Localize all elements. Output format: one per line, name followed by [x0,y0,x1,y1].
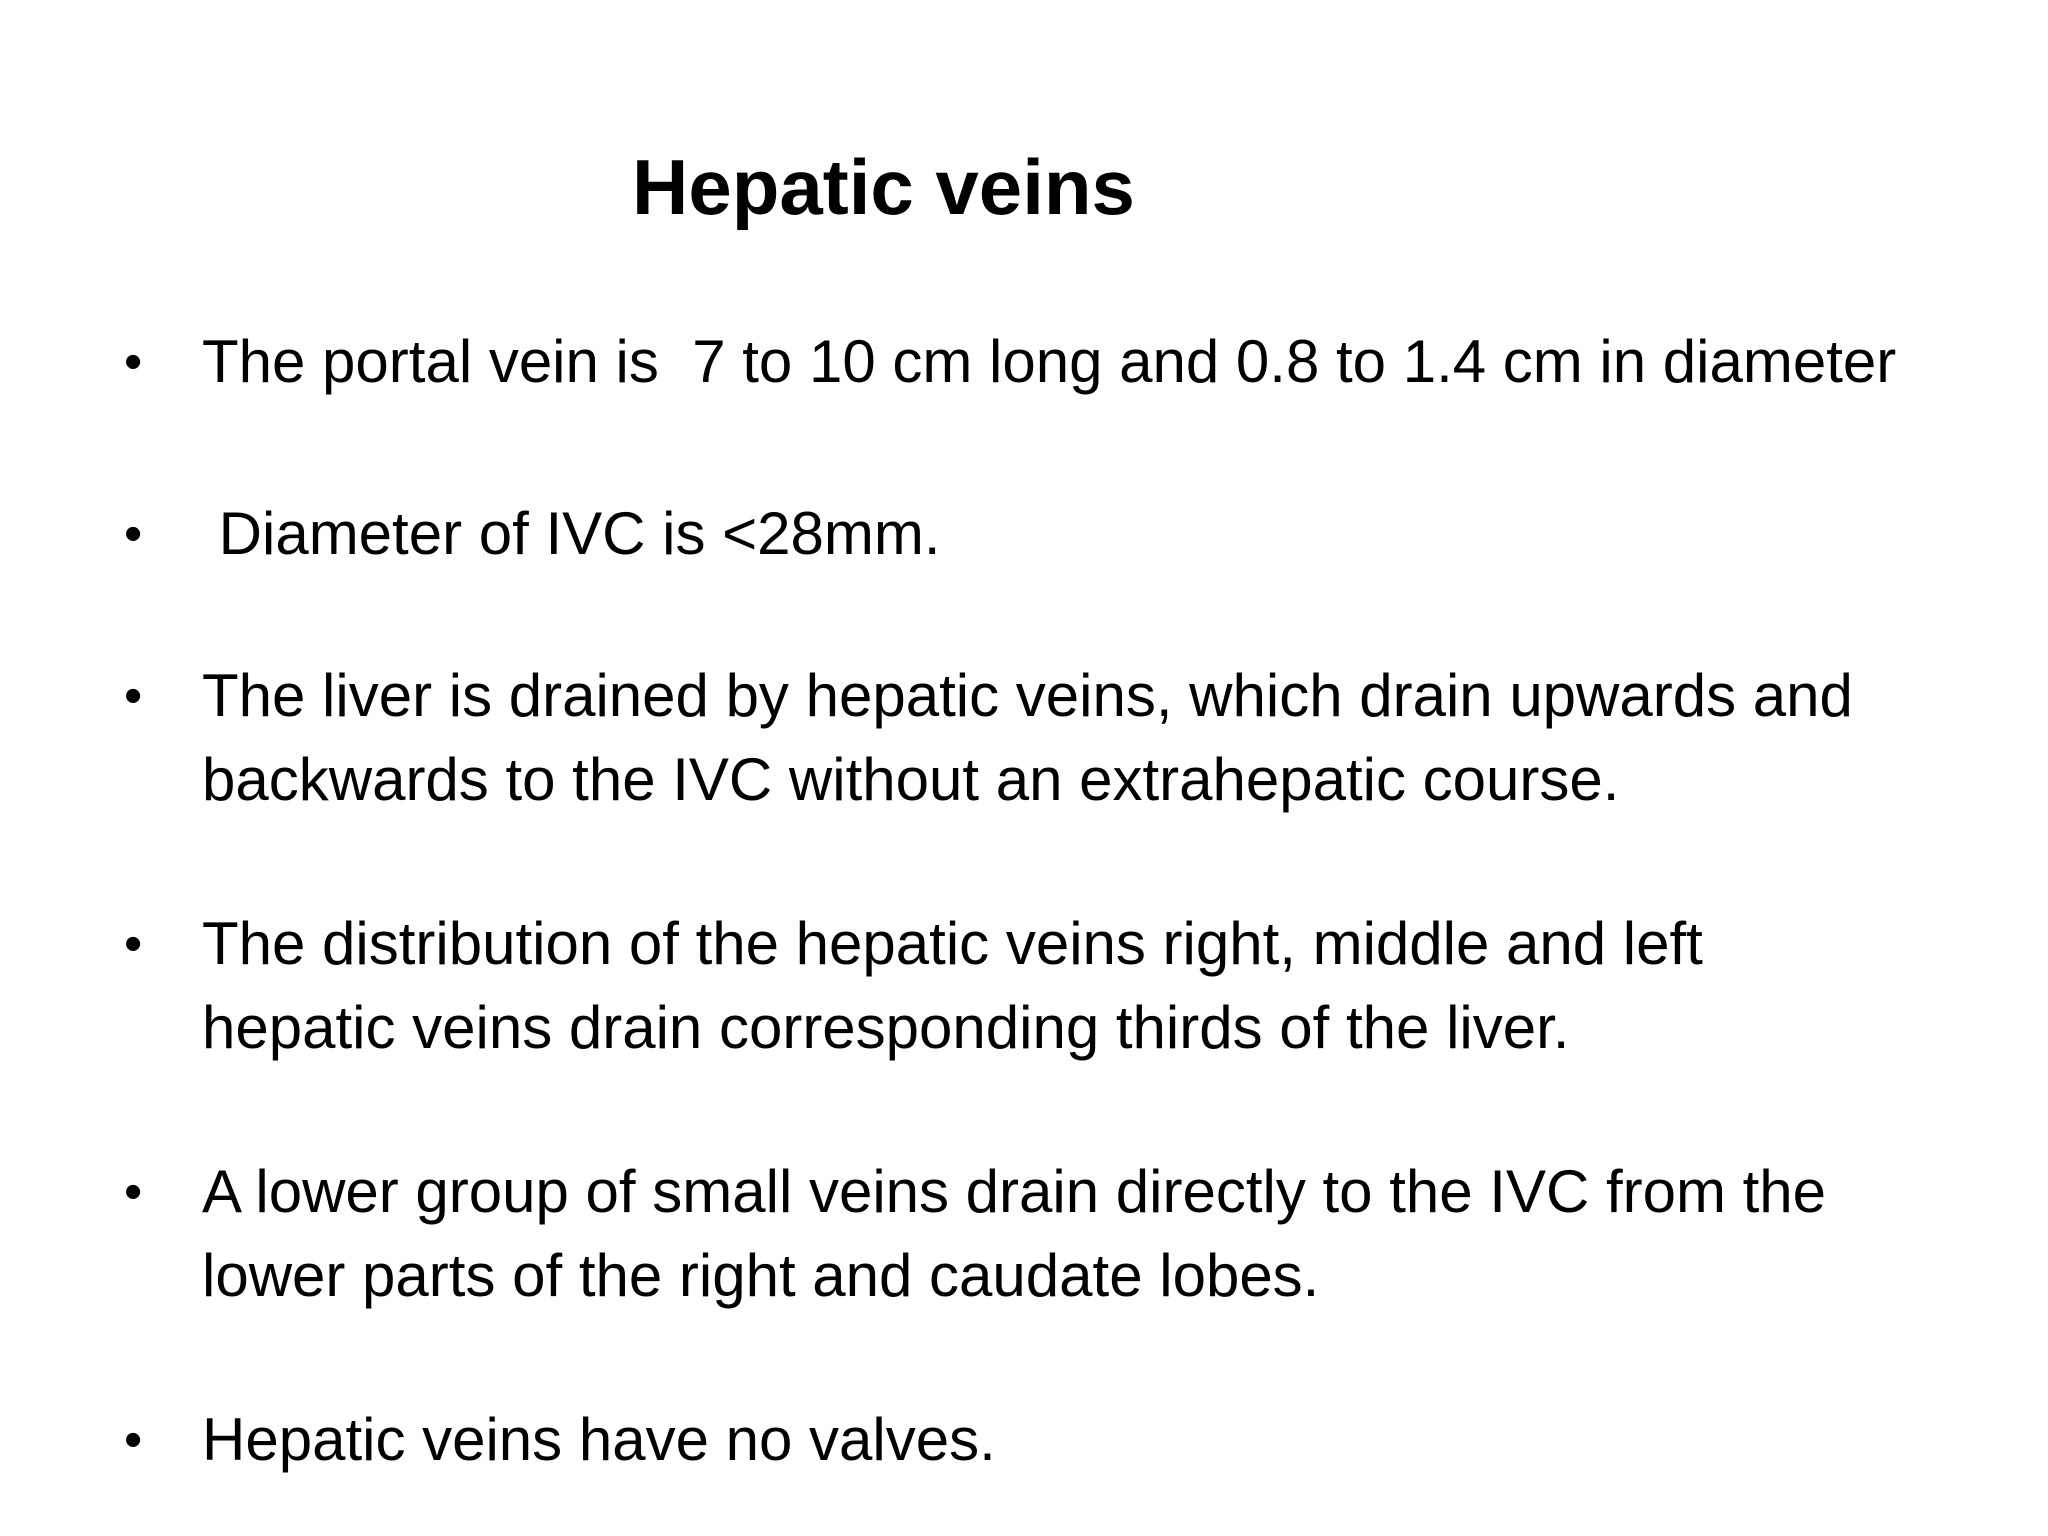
bullet-text: The distribution of the hepatic veins right, middle and left hepatic veins drain corresponding thirds of the liver. [202,910,1703,1061]
bullet-marker: • [124,505,143,563]
bullet-text: A lower group of small veins drain directly to the IVC from the lower parts of the right and caudate lobes. [202,1158,1827,1309]
slide-title: Hepatic veins [632,143,1135,231]
bullet-text: The portal vein is 7 to 10 cm long and 0.8 to 1.4 cm in diameter [202,328,1897,395]
bullet-marker: • [124,915,143,973]
bullet-marker: • [124,667,143,725]
bullet-marker: • [124,1411,143,1469]
bullet-text: The liver is drained by hepatic veins, which drain upwards and backwards to the IVC without an extrahepatic course. [202,662,1853,813]
bullet-text: Hepatic veins have no valves. [202,1406,996,1473]
bullet-marker: • [124,1163,143,1221]
bullet-text: Diameter of IVC is <28mm. [202,500,941,567]
bullet-marker: • [124,333,143,391]
